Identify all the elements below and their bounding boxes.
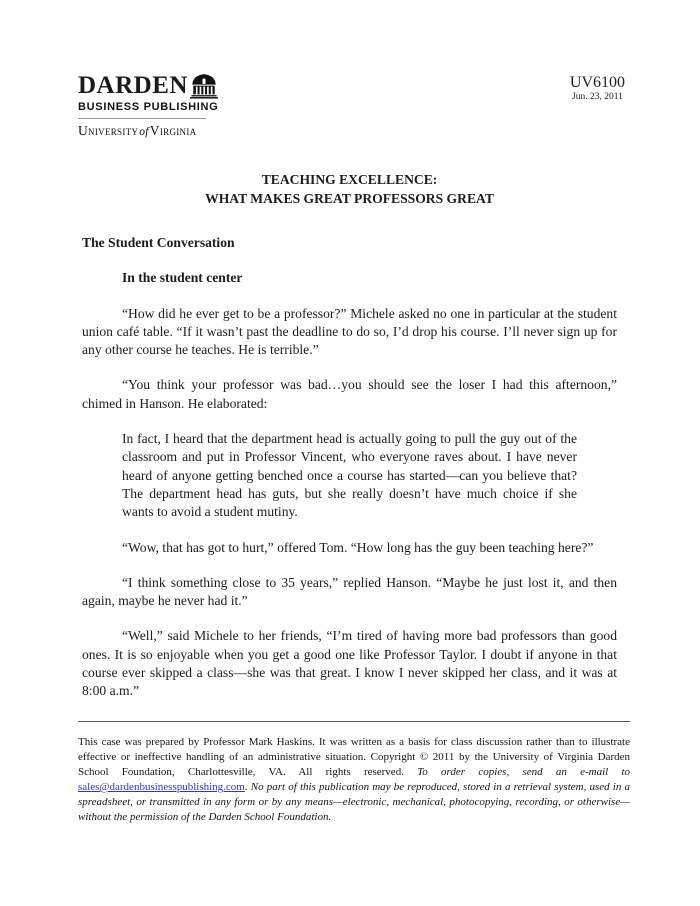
logo-university-of-virginia <box>78 123 206 139</box>
logo-divider <box>78 118 206 119</box>
document-id-block <box>570 74 625 103</box>
document-title <box>82 171 617 208</box>
sales-email-link[interactable]: sales@dardenbusinesspublishing.com <box>78 781 245 793</box>
paragraph: “I think something close to 35 years,” replied Hanson. “Maybe he just lost it, and then again, maybe he never had it.” <box>82 574 617 609</box>
footnote-text-roman2: . <box>244 781 251 793</box>
paragraph: “How did he ever get to be a professor?” Michele asked no one in particular at the student union café table. “If it wasn’t past the deadline to do so, I’d drop his course. I’ll never sign up for any other course he teaches. He is terrible.” <box>82 305 617 358</box>
footnote-block <box>78 721 630 825</box>
rotunda-icon <box>190 72 218 99</box>
document-title-line1: TEACHING EXCELLENCE: <box>261 172 438 187</box>
document-title-line2: WHAT MAKES GREAT PROFESSORS GREAT <box>205 190 494 206</box>
paragraph: “You think your professor was bad…you should see the loser I had this afternoon,” chimed in Hanson. He elaborated: <box>82 377 617 411</box>
block-quote: In fact, I heard that the department head is actually going to pull the guy out of the classroom and put in Professor Vincent, who everyone raves about. I have never heard of anyone getting benched once a course has started—can you believe that? The department head has guts, but she really doesn’t have much choice if she wants to avoid a student mutiny. <box>122 431 577 520</box>
logo-of-text: of <box>139 126 149 138</box>
darden-logo <box>78 72 219 139</box>
section-heading: The Student Conversation <box>82 235 235 250</box>
logo-university-text: University <box>78 123 139 138</box>
document-date: Jun. 23, 2011 <box>572 92 623 102</box>
logo-virginia-text: Virginia <box>149 123 197 138</box>
footnote-divider <box>78 721 630 722</box>
footnote-text-roman: This case was prepared by Professor Mark Haskins. It was written as a basis for class discussion rather than to illustrate effective or ineffective handling of an administrative situation. Copyright © 2011 by the University of Virginia Darden School Foundation, Charlottesville, VA. All rights reserved. <box>78 736 630 778</box>
paragraph: “Wow, that has got to hurt,” offered Tom. “How long has the guy been teaching here?” <box>122 539 594 555</box>
logo-business-publishing: BUSINESS PUBLISHING <box>78 101 219 113</box>
logo-top-row <box>78 72 206 99</box>
paragraph: “Well,” said Michele to her friends, “I’m tired of having more bad professors than good ones. It is so enjoyable when you get a good one like Professor Taylor. I doubt if anyone in that course ever skipped a class—she was that great. I know I never skipped her class, and it was at 8:00 a.m.” <box>82 628 617 699</box>
footnote-text-italic: To order copies, send an e-mail to <box>417 766 630 778</box>
page-header <box>0 0 700 139</box>
document-number: UV6100 <box>569 74 625 91</box>
footnote-text <box>78 735 630 825</box>
logo-darden-wordmark: DARDEN <box>78 72 188 99</box>
footnote-text-italic2: No part of this publication may be reproduced, stored in a retrieval system, used in a spreadsheet, or transmitted in any form or by any means—electronic, mechanical, photocopying, recording, or otherwise—without the permission of the Darden School Foundation. <box>78 781 630 823</box>
section-subheading: In the student center <box>122 270 243 286</box>
document-body <box>82 234 617 701</box>
